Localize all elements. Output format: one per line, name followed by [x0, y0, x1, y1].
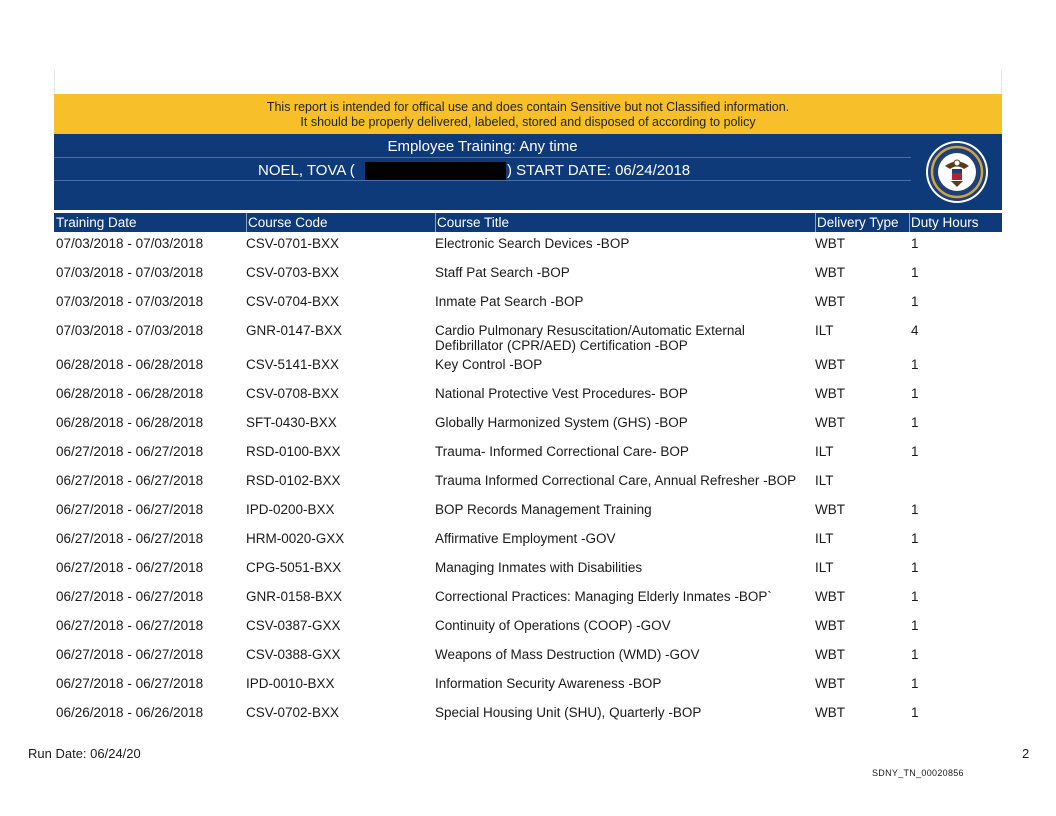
course-title: Electronic Search Devices -BOP	[435, 236, 630, 251]
training-date: 06/27/2018 - 06/27/2018	[56, 531, 204, 546]
delivery-type: ILT	[815, 531, 834, 546]
bates-number: SDNY_TN_00020856	[872, 768, 964, 778]
training-date: 06/27/2018 - 06/27/2018	[56, 676, 204, 691]
employee-start-date: ) START DATE: 06/24/2018	[507, 162, 691, 179]
delivery-type: WBT	[815, 502, 845, 517]
delivery-type: WBT	[815, 236, 845, 251]
table-row	[54, 473, 1002, 502]
table-row	[54, 236, 1002, 265]
course-code: SFT-0430-BXX	[246, 415, 337, 430]
training-date: 06/27/2018 - 06/27/2018	[56, 618, 204, 633]
training-date: 07/03/2018 - 07/03/2018	[56, 323, 204, 338]
course-code: IPD-0200-BXX	[246, 502, 335, 517]
training-date: 06/27/2018 - 06/27/2018	[56, 473, 204, 488]
column-header-course-title: Course Title	[437, 215, 510, 230]
duty-hours: 1	[911, 502, 919, 517]
delivery-type: WBT	[815, 618, 845, 633]
delivery-type: WBT	[815, 705, 845, 720]
employee-name: NOEL, TOVA (	[258, 162, 355, 179]
course-code: CSV-0703-BXX	[246, 265, 340, 280]
course-code: CSV-0702-BXX	[246, 705, 340, 720]
duty-hours: 1	[911, 647, 919, 662]
course-title: Special Housing Unit (SHU), Quarterly -BOP	[435, 705, 702, 720]
page-number: 2	[1022, 746, 1030, 761]
duty-hours: 1	[911, 531, 919, 546]
column-header-duty-hours: Duty Hours	[911, 215, 979, 230]
course-code: IPD-0010-BXX	[246, 676, 335, 691]
course-title: National Protective Vest Procedures- BOP	[435, 386, 688, 401]
course-code: GNR-0147-BXX	[246, 323, 343, 338]
duty-hours: 1	[911, 415, 919, 430]
table-row	[54, 357, 1002, 386]
training-date: 07/03/2018 - 07/03/2018	[56, 236, 204, 251]
run-date: Run Date: 06/24/20	[28, 746, 141, 761]
table-row	[54, 386, 1002, 415]
delivery-type: WBT	[815, 265, 845, 280]
course-code: CSV-0387-GXX	[246, 618, 341, 633]
course-title: Information Security Awareness -BOP	[435, 676, 662, 691]
training-date: 06/26/2018 - 06/26/2018	[56, 705, 204, 720]
delivery-type: WBT	[815, 294, 845, 309]
table-row	[54, 294, 1002, 323]
delivery-type: WBT	[815, 589, 845, 604]
delivery-type: ILT	[815, 560, 834, 575]
training-date: 06/28/2018 - 06/28/2018	[56, 415, 204, 430]
course-code: GNR-0158-BXX	[246, 589, 343, 604]
duty-hours: 1	[911, 589, 919, 604]
course-code: CPG-5051-BXX	[246, 560, 342, 575]
course-title: BOP Records Management Training	[435, 502, 652, 517]
training-date: 06/27/2018 - 06/27/2018	[56, 502, 204, 517]
table-header	[54, 213, 1002, 232]
delivery-type: WBT	[815, 415, 845, 430]
course-code: RSD-0100-BXX	[246, 444, 341, 459]
course-title: Correctional Practices: Managing Elderly Inmates -BOP`	[435, 589, 772, 604]
course-title: Key Control -BOP	[435, 357, 543, 372]
course-title: Continuity of Operations (COOP) -GOV	[435, 618, 671, 633]
delivery-type: WBT	[815, 357, 845, 372]
table-row	[54, 502, 1002, 531]
delivery-type: WBT	[815, 676, 845, 691]
header-divider	[54, 180, 911, 181]
report-title: Employee Training: Any time	[387, 138, 578, 155]
column-header-delivery-type: Delivery Type	[817, 215, 899, 230]
course-code: CSV-0701-BXX	[246, 236, 340, 251]
delivery-type: ILT	[815, 444, 834, 459]
course-code: HRM-0020-GXX	[246, 531, 345, 546]
table-row	[54, 323, 1002, 357]
course-code: RSD-0102-BXX	[246, 473, 341, 488]
training-date: 06/28/2018 - 06/28/2018	[56, 357, 204, 372]
delivery-type: WBT	[815, 647, 845, 662]
training-date: 06/27/2018 - 06/27/2018	[56, 647, 204, 662]
table-row	[54, 705, 1002, 734]
table-row	[54, 618, 1002, 647]
sensitivity-notice	[54, 94, 1002, 134]
duty-hours: 4	[911, 323, 919, 338]
course-title: Cardio Pulmonary Resuscitation/Automatic External Defibrillator (CPR/AED) Certification -BOP	[435, 323, 745, 353]
course-code: CSV-5141-BXX	[246, 357, 340, 372]
table-row	[54, 415, 1002, 444]
column-header-training-date: Training Date	[56, 215, 137, 230]
course-title: Managing Inmates with Disabilities	[435, 560, 643, 575]
course-code: CSV-0388-GXX	[246, 647, 341, 662]
notice-line-2: It should be properly delivered, labeled, stored and disposed of according to policy	[300, 115, 756, 129]
table-row	[54, 265, 1002, 294]
delivery-type: ILT	[815, 473, 834, 488]
training-table-body	[54, 236, 1002, 734]
duty-hours: 1	[911, 357, 919, 372]
course-title: Staff Pat Search -BOP	[435, 265, 570, 280]
table-row	[54, 647, 1002, 676]
header-divider	[54, 157, 911, 158]
duty-hours: 1	[911, 265, 919, 280]
table-row	[54, 676, 1002, 705]
training-date: 07/03/2018 - 07/03/2018	[56, 294, 204, 309]
duty-hours: 1	[911, 294, 919, 309]
course-code: CSV-0708-BXX	[246, 386, 340, 401]
duty-hours: 1	[911, 444, 919, 459]
table-row	[54, 444, 1002, 473]
redaction-box	[365, 162, 506, 180]
course-title: Globally Harmonized System (GHS) -BOP	[435, 415, 688, 430]
duty-hours: 1	[911, 560, 919, 575]
duty-hours: 1	[911, 386, 919, 401]
training-date: 06/27/2018 - 06/27/2018	[56, 589, 204, 604]
delivery-type: WBT	[815, 386, 845, 401]
course-title: Trauma Informed Correctional Care, Annual Refresher -BOP	[435, 473, 797, 488]
course-title: Weapons of Mass Destruction (WMD) -GOV	[435, 647, 700, 662]
report-header-banner	[54, 134, 1002, 210]
duty-hours: 1	[911, 236, 919, 251]
column-header-course-code: Course Code	[248, 215, 328, 230]
training-date: 06/27/2018 - 06/27/2018	[56, 560, 204, 575]
seal-container	[916, 139, 998, 205]
notice-line-1: This report is intended for offical use and does contain Sensitive but not Classified information.	[266, 100, 790, 114]
duty-hours: 1	[911, 618, 919, 633]
employee-line	[54, 161, 911, 181]
duty-hours: 1	[911, 705, 919, 720]
course-code: CSV-0704-BXX	[246, 294, 340, 309]
training-date: 06/27/2018 - 06/27/2018	[56, 444, 204, 459]
delivery-type: ILT	[815, 323, 834, 338]
table-row	[54, 589, 1002, 618]
duty-hours: 1	[911, 676, 919, 691]
course-title: Inmate Pat Search -BOP	[435, 294, 584, 309]
doj-seal-icon	[917, 139, 997, 205]
training-date: 06/28/2018 - 06/28/2018	[56, 386, 204, 401]
course-title: Affirmative Employment -GOV	[435, 531, 616, 546]
training-date: 07/03/2018 - 07/03/2018	[56, 265, 204, 280]
table-row	[54, 531, 1002, 560]
course-title: Trauma- Informed Correctional Care- BOP	[435, 444, 689, 459]
table-row	[54, 560, 1002, 589]
